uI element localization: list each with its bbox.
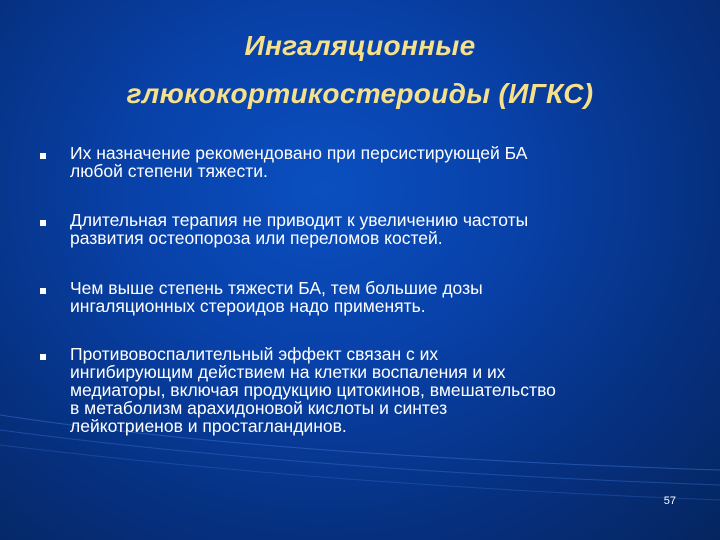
bullet-marker-icon bbox=[40, 288, 46, 294]
bullet-text-2: Длительная терапия не приводит к увеличению частоты развития остеопороза или переломов костей. bbox=[70, 210, 529, 248]
slide-title-line-2: глюкокортикостероиды (ИГКС) bbox=[126, 78, 594, 109]
bullet-text-1: Их назначение рекомендовано при персистирующей БА любой степени тяжести. bbox=[70, 143, 528, 181]
page-number: 57 bbox=[663, 495, 676, 507]
bullet-marker-icon bbox=[40, 354, 46, 360]
bullet-marker-icon bbox=[40, 153, 46, 159]
slide-title-line-1: Ингаляционные bbox=[244, 30, 476, 61]
bullet-marker-icon bbox=[40, 220, 46, 226]
bullet-text-3: Чем выше степень тяжести БА, тем большие дозы ингаляционных стероидов надо применять. bbox=[70, 278, 483, 316]
bullet-text-4: Противовоспалительный эффект связан с их ингибирующим действием на клетки воспаления и их медиаторы, включая продукцию цитокинов, вмешательство в метаболизм арахидоновой кислоты и синтез лейкотриенов и простагландинов. bbox=[70, 344, 556, 436]
